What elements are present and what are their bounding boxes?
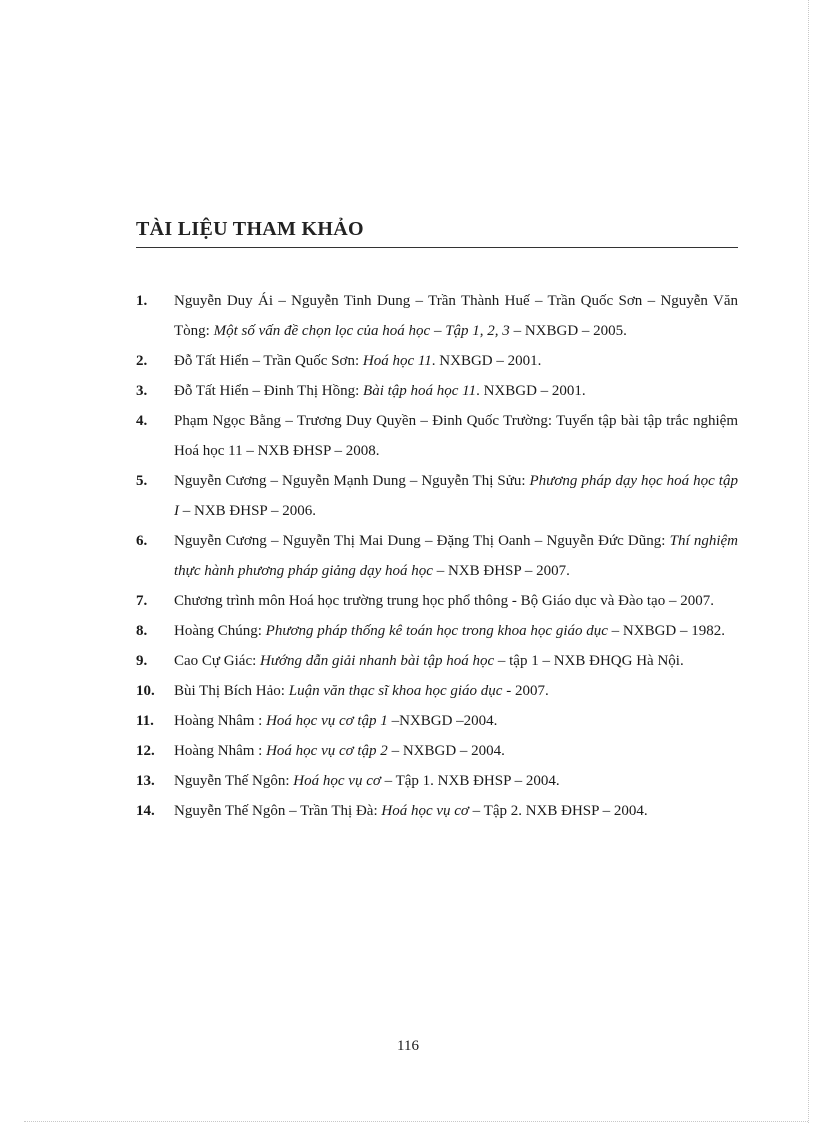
reference-number: 12.: [136, 743, 155, 759]
reference-authors: Hoàng Nhâm :: [174, 713, 267, 729]
reference-publisher: – tập 1 – NXB ĐHQG Hà Nội.: [494, 653, 684, 669]
reference-authors: Phạm Ngọc Bằng – Trương Duy Quyền – Đinh Quốc Trường: Tuyển tập bài tập trắc nghiệm Hoá học 11 – NXB ĐHSP – 2008.: [174, 413, 738, 459]
reference-number: 7.: [136, 593, 148, 609]
reference-item: [136, 346, 738, 376]
page-edge-right: [808, 0, 809, 1123]
reference-publisher: – NXB ĐHSP – 2007.: [432, 563, 570, 579]
reference-title: Hoá học vụ cơ: [381, 803, 469, 819]
reference-publisher: –NXBGD –2004.: [387, 713, 498, 729]
reference-number: 4.: [136, 413, 148, 429]
reference-number: 11.: [136, 713, 154, 729]
reference-number: 5.: [136, 473, 148, 489]
reference-item: [136, 766, 738, 796]
reference-authors: Cao Cự Giác:: [174, 653, 261, 669]
reference-item: [136, 646, 738, 676]
reference-title: Hướng dẫn giải nhanh bài tập hoá học: [260, 653, 495, 669]
reference-authors: Nguyễn Thế Ngôn:: [174, 773, 294, 789]
reference-publisher: – Tập 1. NXB ĐHSP – 2004.: [380, 773, 560, 789]
reference-number: 3.: [136, 383, 148, 399]
reference-number: 14.: [136, 803, 155, 819]
reference-title: Một số vấn đề chọn lọc của hoá học – Tập 1, 2, 3: [213, 323, 510, 339]
reference-publisher: . NXBGD – 2001.: [431, 353, 542, 369]
reference-authors: Chương trình môn Hoá học trường trung học phổ thông - Bộ Giáo dục và Đào tạo – 2007.: [174, 593, 714, 609]
reference-title: Phương pháp dạy học hoá học tập I: [174, 473, 738, 519]
reference-authors: Nguyễn Thế Ngôn – Trần Thị Đà:: [174, 803, 382, 819]
reference-number: 9.: [136, 653, 148, 669]
reference-number: 1.: [136, 293, 148, 309]
reference-publisher: – NXB ĐHSP – 2006.: [179, 503, 316, 519]
reference-item: [136, 796, 738, 826]
reference-item: [136, 616, 738, 646]
reference-publisher: – NXBGD – 2004.: [387, 743, 505, 759]
reference-title: Hoá học 11: [362, 353, 432, 369]
reference-authors: Nguyễn Cương – Nguyễn Thị Mai Dung – Đặng Thị Oanh – Nguyễn Đức Dũng:: [174, 533, 670, 549]
reference-publisher: - 2007.: [502, 683, 549, 699]
reference-item: [136, 376, 738, 406]
reference-publisher: . NXBGD – 2001.: [476, 383, 586, 399]
reference-authors: Bùi Thị Bích Hảo:: [174, 683, 289, 699]
reference-title: Thí nghiệm thực hành phương pháp giảng dạy hoá học: [174, 533, 738, 579]
page-number: 116: [397, 1038, 419, 1054]
reference-item: [136, 736, 738, 766]
reference-authors: Đỗ Tất Hiển – Trần Quốc Sơn:: [174, 353, 363, 369]
reference-title: Hoá học vụ cơ tập 2: [266, 743, 388, 759]
reference-publisher: – Tập 2. NXB ĐHSP – 2004.: [468, 803, 648, 819]
reference-number: 10.: [136, 683, 155, 699]
reference-item: [136, 466, 738, 526]
reference-authors: Hoàng Nhâm :: [174, 743, 267, 759]
page-title: TÀI LIỆU THAM KHẢO: [136, 218, 738, 248]
reference-item: [136, 526, 738, 586]
reference-number: 2.: [136, 353, 148, 369]
reference-item: [136, 406, 738, 466]
reference-authors: Đỗ Tất Hiển – Đinh Thị Hồng:: [174, 383, 364, 399]
reference-item: [136, 706, 738, 736]
reference-number: 8.: [136, 623, 148, 639]
reference-title: Phương pháp thống kê toán học trong khoa học giáo dục: [265, 623, 608, 639]
page-edge-bottom: [24, 1121, 808, 1122]
reference-title: Luận văn thạc sĩ khoa học giáo dục: [288, 683, 503, 699]
reference-publisher: – NXBGD – 2005.: [509, 323, 627, 339]
reference-item: [136, 286, 738, 346]
reference-number: 13.: [136, 773, 155, 789]
reference-item: [136, 676, 738, 706]
reference-publisher: – NXBGD – 1982.: [607, 623, 726, 639]
reference-title: Hoá học vụ cơ: [293, 773, 381, 789]
reference-title: Hoá học vụ cơ tập 1: [266, 713, 388, 729]
reference-list: [136, 286, 738, 826]
reference-authors: Hoàng Chúng:: [174, 623, 266, 639]
reference-item: [136, 586, 738, 616]
reference-number: 6.: [136, 533, 148, 549]
reference-title: Bài tập hoá học 11: [363, 383, 477, 399]
reference-authors: Nguyễn Duy Ái – Nguyễn Tinh Dung – Trần Thành Huế – Trần Quốc Sơn – Nguyễn Văn Tòng:: [174, 293, 738, 339]
reference-authors: Nguyễn Cương – Nguyễn Mạnh Dung – Nguyễn Thị Sửu:: [174, 473, 530, 489]
